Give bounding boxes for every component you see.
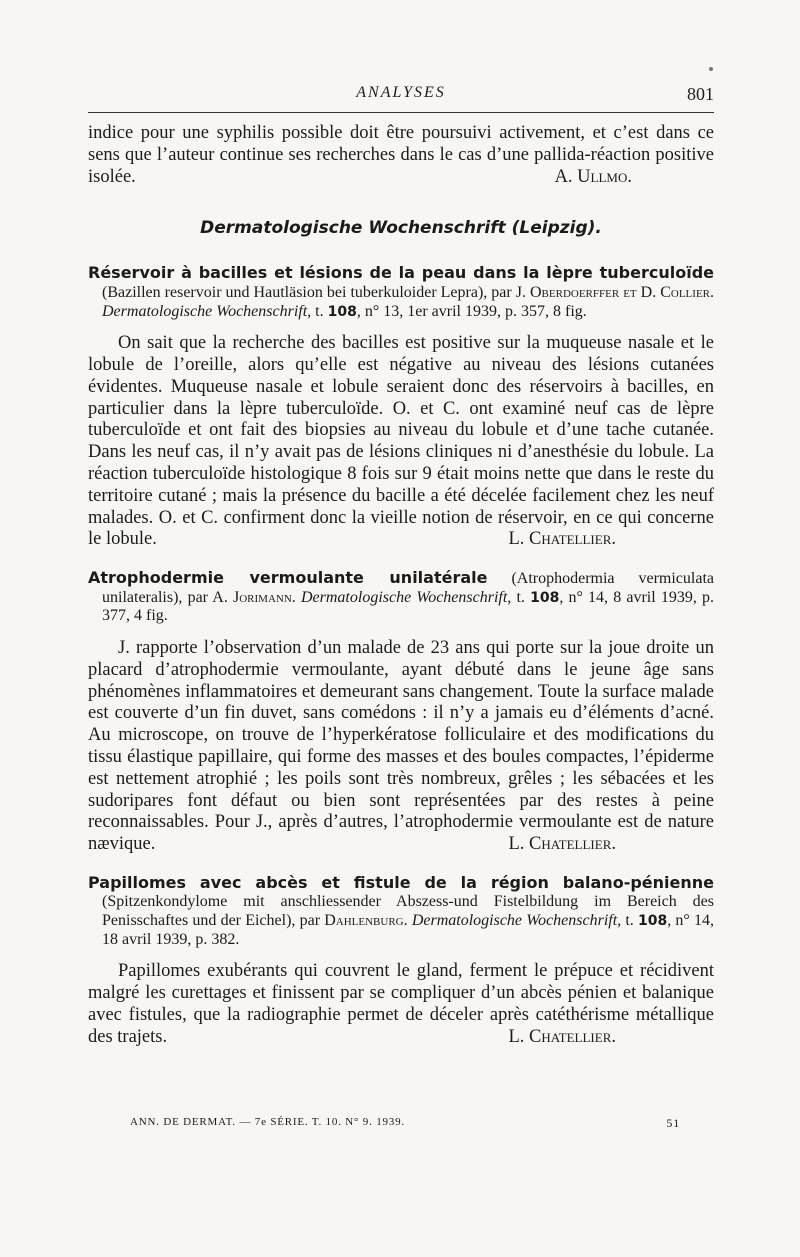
reference-text: (Spitzenkondylome mit anschliessender Abszess-und Fistelbildung im Bereich des Penisschaftes und der Eichel), par: [102, 893, 714, 930]
article-heading: Atrophodermie vermoulante unilatérale: [88, 568, 488, 588]
reference-text: , n° 14, 18 avril 1939, p. 382.: [102, 912, 715, 948]
reference-journal: Dermatologische Wochenschrift,: [102, 302, 312, 320]
reference-text: , n° 14, 8 avril 1939, p. 377, 4 fig.: [102, 588, 715, 625]
article-body: [88, 333, 714, 551]
article-body: [88, 961, 714, 1048]
article-body: [88, 638, 714, 856]
signature-mark: 51: [666, 1116, 680, 1130]
reference-authors: Dahlenburg.: [324, 912, 408, 930]
article-reference: [88, 874, 714, 949]
article-heading: Papillomes avec abcès et fistule de la région balano-pénienne: [88, 872, 714, 892]
ink-speck: [709, 67, 713, 71]
article-signature: L. Chatellier.: [508, 834, 616, 855]
article-body-text: Papillomes exubérants qui couvrent le gland, ferment le prépuce et récidivent malgré les curettages et finissent par se compliquer d’un abcès pénien et balanique avec fistules, que la radiographie permet de déceler après catéthérisme métallique des trajets.: [88, 961, 714, 1047]
intro-signature: A. Ullmo.: [554, 166, 632, 187]
article-body-text: J. rapporte l’observation d’un malade de 23 ans qui porte sur la joue droite un placard d’atrophodermie vermoulante, ayant débuté dans le jeune âge sans phénomènes inflammatoires et demeurant sans changement. Toute la surface malade est couverte d’un fin duvet, sans comédons : il n’y a jamais eu d’éléments d’acné. Au microscope, on trouve de l’hyperkératose folliculaire et des modifications du tissu élastique papillaire, qui forme des masses et des boules compactes, l’épiderme est nettement atrophié ; les poils sont très nombreux, grêles ; les sébacées et les sudoripares font défaut ou bien sont représentées par des restes à peine reconnaissables. Pour J., après d’autres, l’atrophodermie vermoulante est de nature nævique.: [88, 637, 714, 855]
reference-journal: Dermatologische Wochenschrift,: [411, 912, 622, 930]
reference-volume: 108: [638, 913, 668, 930]
reference-authors: Jorimann.: [233, 588, 296, 606]
reference-text: (Atrophodermia vermiculata unilateralis), par A.: [102, 570, 714, 606]
intro-text: indice pour une syphilis possible doit être poursuivi activement, et c’est dans ce sens que l’auteur continue ses recherches dans le cas d’une pallida-réaction positive isolée.: [88, 123, 714, 187]
article-signature: L. Chatellier.: [508, 1026, 616, 1047]
reference-authors: Oberdoerffer et D. Collier.: [530, 283, 714, 301]
reference-volume: 108: [530, 589, 560, 606]
header-rule: [88, 112, 714, 113]
reference-text: t.: [621, 912, 638, 930]
reference-journal: Dermatologische Wochenschrift,: [300, 588, 512, 606]
journal-title: Dermatologische Wochenschrift (Leipzig).: [200, 218, 602, 239]
running-title: ANALYSES: [356, 84, 446, 101]
running-header: [88, 84, 714, 110]
page-footer: [130, 1116, 680, 1128]
reference-text: t.: [511, 588, 531, 606]
intro-paragraph: [88, 123, 714, 188]
article-reference: [88, 264, 714, 321]
article-signature: L. Chatellier.: [508, 529, 616, 550]
page: [88, 84, 714, 1048]
article-reference: [88, 569, 714, 626]
reference-text: (Bazillen reservoir und Hautläsion bei tuberkuloider Lepra), par J.: [102, 283, 530, 301]
page-number: 801: [687, 84, 714, 104]
article-body-text: On sait que la recherche des bacilles est positive sur la muqueuse nasale et le lobule de l’oreille, alors qu’elle est négative au niveau des lésions cutanées évidentes. Muqueuse nasale et lobule seraient donc des réservoirs à bacilles, en particulier dans la lèpre tuberculoïde. O. et C. ont examiné neuf cas de lèpre tuberculoïde et ont fait des biopsies au niveau du lobule et d’une tache cutanée. Dans les neuf cas, il n’y avait pas de lésions cliniques ni d’anesthésie du lobule. La réaction tuberculoïde histologique 8 fois sur 9 était moins nette que dans le reste du territoire cutané ; mais la présence du bacille a été décelée facilement chez les neuf malades. O. et C. confirment donc la vieille notion de réservoir, en ce qui concerne le lobule.: [88, 333, 714, 550]
article-heading: Réservoir à bacilles et lésions de la peau dans la lèpre tuberculoïde: [88, 263, 714, 283]
reference-text: t.: [311, 302, 328, 320]
reference-text: , n° 13, 1er avril 1939, p. 357, 8 fig.: [356, 302, 587, 320]
reference-volume: 108: [327, 303, 357, 320]
footer-text: ANN. DE DERMAT. — 7e SÉRIE. T. 10. N° 9. 1939.: [130, 1116, 405, 1128]
